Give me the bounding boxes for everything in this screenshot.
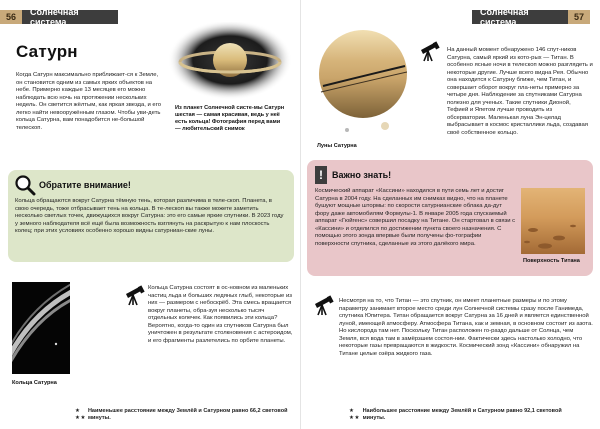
titan-surface-photo [521, 188, 585, 254]
intro-paragraph: Когда Сатурн максимально приближает-ся к Земле, он становится одним из самых ярких объектов на небе. Примерно каждые 13 месяцев его можно наблюдать всю ночь на протяжении нескольких недель. Он светится жёлтым, как яркая звезда, и его легко найти невооружённым глазом. Чтобы уви-деть кольца Сатурна, вам понадобится не-большой телескоп. [16, 72, 161, 131]
rings-paragraph: Кольца Сатурна состоят в ос-новном из маленьких частиц льда и больших ледяных глыб, некоторые из них — размером с небоскрёб. Эта смесь вращается вокруг планеты, обра-зуя несколько тысяч отдельных колечек. Как появились эти кольца? Вероятно, когда-то один из спутников Сатурна был уничтожен в результате столкновения с астероидом, и его фрагменты разлетелись по орбите планеты. [148, 285, 293, 344]
page-number: 57 [568, 10, 590, 24]
telescope-icon [313, 294, 335, 316]
note-box-text: Кольца обращаются вокруг Сатурна тёмную тень, которая различима в теле-скоп. Планета, в свою очередь, тоже отбрасывает тень на кольца. В те-лескоп вы также можете заметить несколько светлых точек, движущихся вокруг Сатурна: это его самые яркие спутники. В 2023 году у земного наблюдателя всё ещё была возможность взглянуть на раскрытую к нам плоскость колец; при этих условиях особенно хорошо видны сатурниан-ские луны. [15, 198, 284, 235]
note-box-heading: Обратите внимание! [39, 180, 131, 190]
moons-photo-caption: Луны Сатурна [317, 143, 357, 149]
page-title: Сатурн [16, 42, 78, 61]
stars-icon: ★ ★ ★ [349, 408, 359, 421]
titan-surface-caption: Поверхность Титана [523, 258, 580, 264]
exclamation-icon: ! [315, 166, 327, 184]
magnifier-icon [14, 174, 36, 196]
note-box-header [14, 174, 131, 196]
section-title: Солнечная система [472, 10, 568, 24]
right-page-header [472, 7, 590, 27]
right-page [300, 0, 600, 429]
note-box [8, 170, 294, 262]
rings-photo [12, 282, 70, 374]
distance-fact [349, 408, 579, 421]
distance-fact [75, 408, 295, 421]
saturn-photo [168, 22, 293, 100]
info-box [307, 160, 593, 276]
rings-photo-caption: Кольца Сатурна [12, 380, 57, 386]
info-box-text: Космический аппарат «Кассини» находился в пути семь лет и достиг Сатурна в 2004 году. На сделанных им снимках видно, что на планете бушуют мощные штормы: по скорости сатурнианские облака да-дут фору даже автомобилям Формулы-1. В январе 2005 года спускаемый аппарат «Гюйгенс» совершил посадку на Титане. Он стартовал в связи с «Кассини» и отделился по достижении пункта своего назначения. С помощью этого зонда впервые были получены фо-тографии поверхности спутника, сделанные из этого далёкого мира. [315, 188, 516, 247]
titan-paragraph: Несмотря на то, что Титан — это спутник, он имеет планетные размеры и по этому параметру занимает второе место среди лун Солнечной системы сразу после Ганимеда, спутника Юпитера. Титан обращается вокруг Сатурна за 16 дней и является единственной луной, имеющей атмосферу. Атмосфера Титана, как и земная, в основном состоит из азота. Но кислорода там нет. Поскольку Титан расположен го-раздо дальше от Солнца, чем Земля, вся вода там в замёрзшем состоя-нии. Фактически здесь настолько холодно, что некоторые газы превращаются в жидкости. Космический зонд «Кассини» обнаружил на Титане целые озёра жидкого газа. [339, 298, 593, 357]
moons-photo [317, 26, 407, 140]
saturn-photo-caption: Из планет Солнечной систе-мы Сатурн шестая — самая красивая, ведь у неё есть кольца! Фотография перед вами — любительский снимок [175, 105, 285, 132]
page-number: 56 [0, 10, 22, 24]
distance-fact-text: Наименьшее расстояние между Землёй и Сатурном равно 66,2 световой минуты. [87, 408, 288, 421]
distance-fact-text: Наибольшее расстояние между Землёй и Сатурном равно 92,1 световой минуты. [362, 408, 562, 421]
info-box-header [315, 166, 391, 184]
moons-paragraph: На данный момент обнаружено 146 спут-ников Сатурна, самый яркий из кото-рых — Титан. В особенно ясные ночи в телескоп можно разглядеть и некоторые другие. Лучше всего видна Рея. Обычно она находится к Сатурну ближе, чем Титан, и совершает оборот вокруг пла-неты примерно за четыре дня. Наблюдение за спутниками Сатурна полезно для ученых. Такие спутники Дионой, Тефией и Япетом лучше проводить из обсерватории. Маленькая луна Эн-целад выбрасывает в космос кристаллики льда, создавая своё собственное кольцо. [447, 47, 593, 137]
telescope-icon [419, 40, 441, 62]
telescope-icon [124, 284, 146, 306]
left-page-header [0, 7, 118, 27]
info-box-heading: Важно знать! [332, 170, 392, 180]
section-title: Солнечная система [22, 10, 118, 24]
stars-icon: ★ ★ ★ [75, 408, 85, 421]
